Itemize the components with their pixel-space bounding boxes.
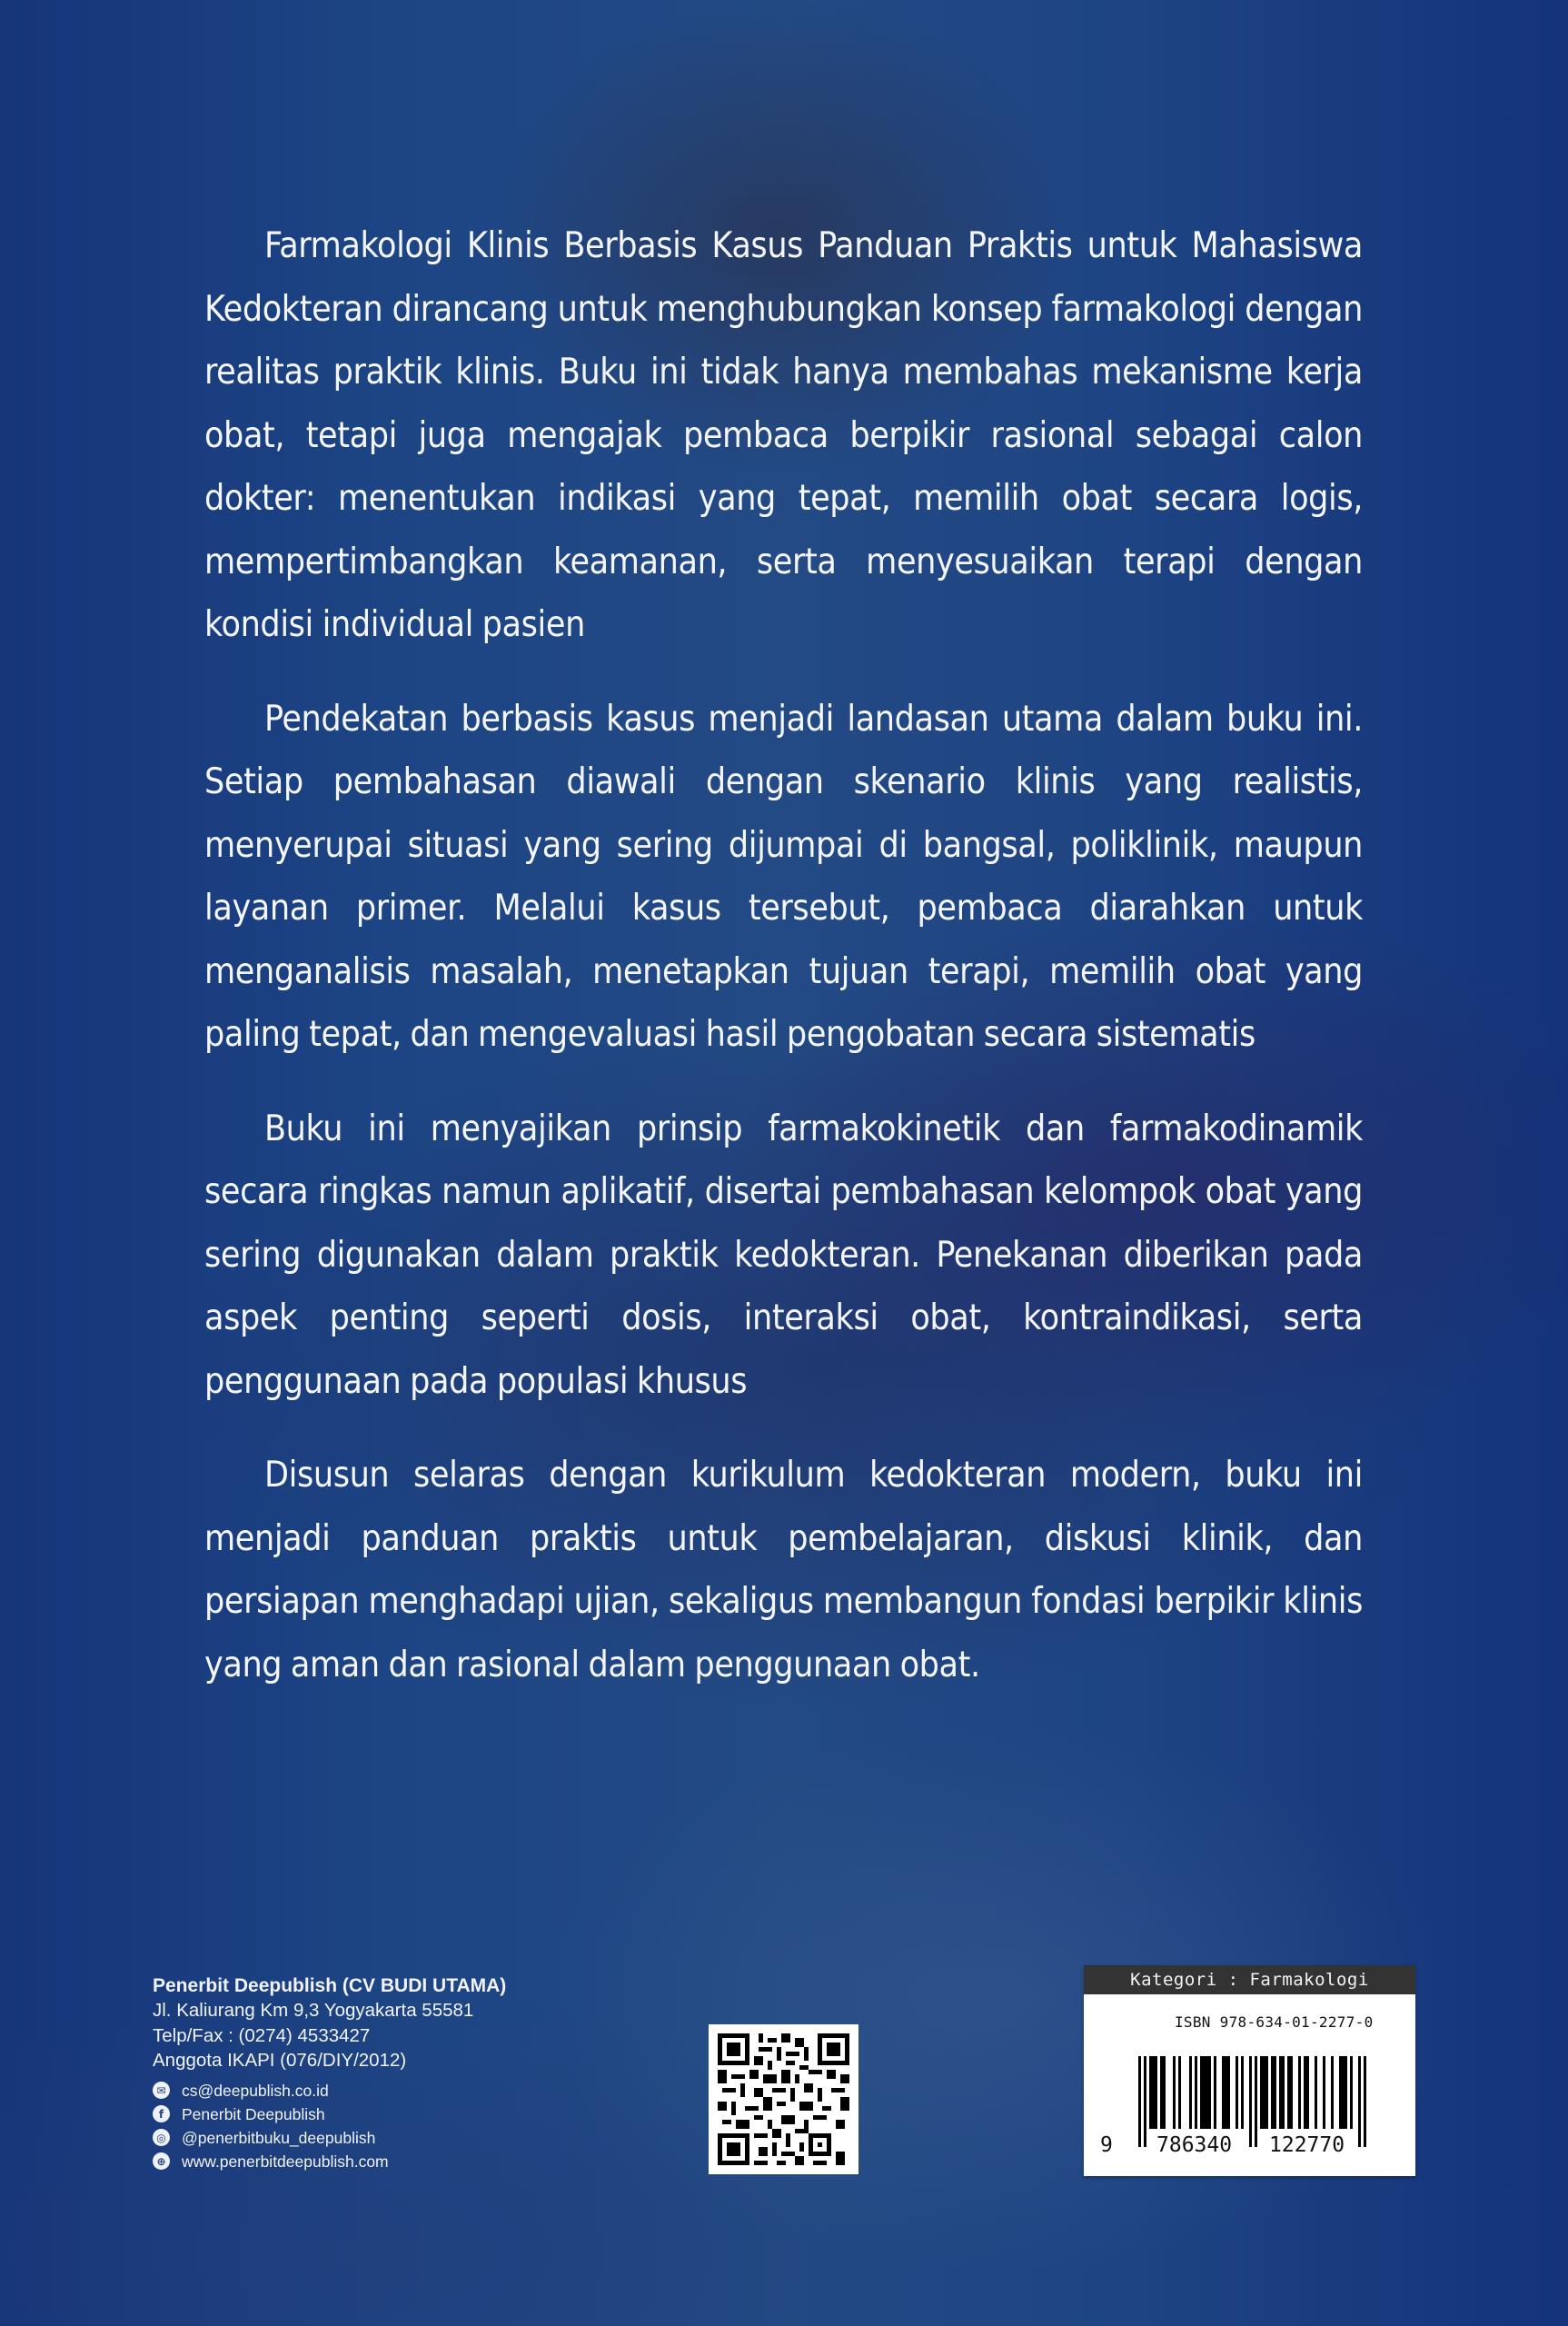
contact-instagram-text: @penerbitbuku_deepublish — [182, 2128, 376, 2147]
barcode-digit-group-2: 122770 — [1269, 2133, 1345, 2157]
contact-email-text: cs@deepublish.co.id — [182, 2081, 329, 2100]
globe-icon: ⊕ — [153, 2152, 170, 2170]
qr-code-icon — [718, 2033, 849, 2165]
publisher-address: Jl. Kaliurang Km 9,3 Yogyakarta 55581 — [153, 2000, 474, 2021]
facebook-icon: f — [153, 2105, 170, 2122]
publisher-contacts — [153, 2079, 506, 2173]
qr-code — [709, 2024, 858, 2174]
publisher-phone: Telp/Fax : (0274) 4533427 — [153, 2024, 371, 2046]
email-icon: ✉ — [153, 2082, 170, 2099]
isbn-barcode-box — [1084, 1965, 1415, 2176]
contact-email — [153, 2079, 506, 2102]
isbn-number: ISBN 978-634-01-2277-0 — [1175, 2013, 1374, 2031]
blurb-paragraph: Pendekatan berbasis kasus menjadi landasan utama dalam buku ini. Setiap pembahasan diawali dengan skenario klinis yang realistis, menyerupai situasi yang sering dijumpai di bangsal, poliklinik, maupun layanan primer. Melalui kasus tersebut, pembaca diarahkan untuk menganalisis masalah, menetapkan tujuan terapi, memilih obat yang paling tepat, dan mengevaluasi hasil pengobatan secara sistematis — [204, 698, 1363, 1055]
contact-website — [153, 2150, 506, 2173]
contact-website-text: www.penerbitdeepublish.com — [182, 2152, 389, 2171]
barcode-digit-group-1: 786340 — [1156, 2133, 1233, 2157]
contact-instagram — [153, 2126, 506, 2150]
barcode-digit-lead: 9 — [1100, 2133, 1113, 2157]
category-label: Kategori : Farmakologi — [1084, 1965, 1415, 1994]
instagram-icon: ◎ — [153, 2129, 170, 2146]
publisher-membership: Anggota IKAPI (076/DIY/2012) — [153, 2050, 407, 2071]
contact-facebook-text: Penerbit Deepublish — [182, 2104, 325, 2123]
publisher-name: Penerbit Deepublish (CV BUDI UTAMA) — [153, 1975, 507, 1996]
back-cover-blurb — [204, 214, 1363, 1727]
blurb-paragraph: Farmakologi Klinis Berbasis Kasus Panduan Praktis untuk Mahasiswa Kedokteran dirancang untuk menghubungkan konsep farmakologi dengan realitas praktik klinis. Buku ini tidak hanya membahas mekanisme kerja obat, tetapi juga mengajak pembaca berpikir rasional sebagai calon dokter: menentukan indikasi yang tepat, memilih obat secara logis, mempertimbangkan keamanan, serta menyesuaikan terapi dengan kondisi individual pasien — [204, 225, 1363, 645]
publisher-info — [153, 1973, 506, 2173]
blurb-paragraph: Disusun selaras dengan kurikulum kedokteran modern, buku ini menjadi panduan praktis untuk pembelajaran, diskusi klinik, dan persiapan menghadapi ujian, sekaligus membangun fondasi berpikir klinis yang aman dan rasional dalam penggunaan obat. — [204, 1455, 1363, 1685]
blurb-paragraph: Buku ini menyajikan prinsip farmakokinetik dan farmakodinamik secara ringkas namun aplikatif, disertai pembahasan kelompok obat yang sering digunakan dalam praktik kedokteran. Penekanan diberikan pada aspek penting seperti dosis, interaksi obat, kontraindikasi, serta penggunaan pada populasi khusus — [204, 1108, 1363, 1402]
contact-facebook — [153, 2102, 506, 2126]
